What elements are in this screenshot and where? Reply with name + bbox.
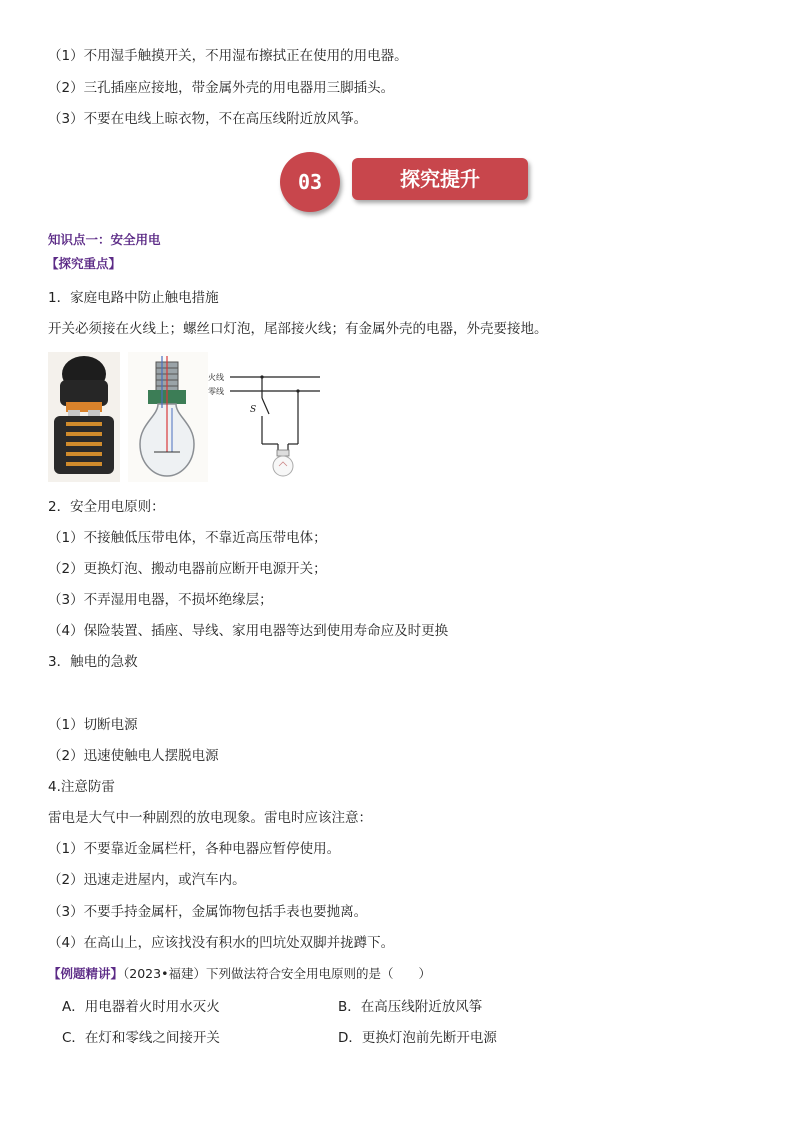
lightning-2: （2）迅速走进屋内，或汽车内。 bbox=[48, 872, 246, 888]
heading-2: 2．安全用电原则： bbox=[48, 499, 165, 515]
section-badge bbox=[280, 150, 530, 216]
example-question bbox=[48, 964, 431, 984]
top-rule-2: （2）三孔插座应接地，带金属外壳的用电器用三脚插头。 bbox=[48, 80, 395, 96]
heading-4: 4.注意防雷 bbox=[48, 779, 115, 795]
lightning-4: （4）在高山上，应该找没有积水的凹坑处双脚并拢蹲下。 bbox=[48, 935, 395, 951]
principle-2: （2）更换灯泡、搬动电器前应断开电源开关； bbox=[48, 561, 327, 577]
option-a[interactable]: A．用电器着火时用水灭火 bbox=[62, 999, 220, 1015]
heading-1-text: 开关必须接在火线上；螺丝口灯泡，尾部接火线；有金属外壳的电器，外壳要接地。 bbox=[48, 321, 548, 337]
live-wire-label: 火线 bbox=[208, 373, 224, 382]
example-stem: （2023•福建）下列做法符合安全用电原则的是（ ） bbox=[123, 966, 431, 981]
principle-3: （3）不弄湿用电器，不损坏绝缘层； bbox=[48, 592, 273, 608]
section-title: 探究提升 bbox=[352, 158, 528, 200]
rescue-1: （1）切断电源 bbox=[48, 717, 138, 733]
knowledge-point: 知识点一：安全用电 bbox=[48, 232, 161, 247]
lightning-intro: 雷电是大气中一种剧烈的放电现象。雷电时应该注意： bbox=[48, 810, 372, 826]
section-number: 03 bbox=[280, 152, 340, 212]
heading-1: 1．家庭电路中防止触电措施 bbox=[48, 290, 219, 306]
rescue-2: （2）迅速使触电人摆脱电源 bbox=[48, 748, 219, 764]
principle-1: （1）不接触低压带电体，不靠近高压带电体； bbox=[48, 530, 327, 546]
option-d[interactable]: D．更换灯泡前先断开电源 bbox=[338, 1030, 497, 1046]
lightning-3: （3）不要手持金属杆，金属饰物包括手表也要抛离。 bbox=[48, 904, 368, 920]
lightning-1: （1）不要靠近金属栏杆，各种电器应暂停使用。 bbox=[48, 841, 341, 857]
bulb-structure-image bbox=[128, 352, 208, 482]
focus-label: 【探究重点】 bbox=[46, 256, 122, 271]
top-rule-3: （3）不要在电线上晾衣物，不在高压线附近放风筝。 bbox=[48, 111, 368, 127]
heading-3: 3．触电的急救 bbox=[48, 654, 138, 670]
neutral-wire-label: 零线 bbox=[208, 387, 224, 396]
option-c[interactable]: C．在灯和零线之间接开关 bbox=[62, 1030, 220, 1046]
switch-label: S bbox=[250, 405, 257, 415]
top-rule-1: （1）不用湿手触摸开关，不用湿布擦拭正在使用的用电器。 bbox=[48, 48, 408, 64]
lamp-socket-image bbox=[48, 352, 120, 482]
circuit-diagram bbox=[206, 364, 324, 484]
principle-4: （4）保险装置、插座、导线、家用电器等达到使用寿命应及时更换 bbox=[48, 623, 449, 639]
example-label: 【例题精讲】 bbox=[48, 966, 124, 981]
option-b[interactable]: B．在高压线附近放风筝 bbox=[338, 999, 483, 1015]
